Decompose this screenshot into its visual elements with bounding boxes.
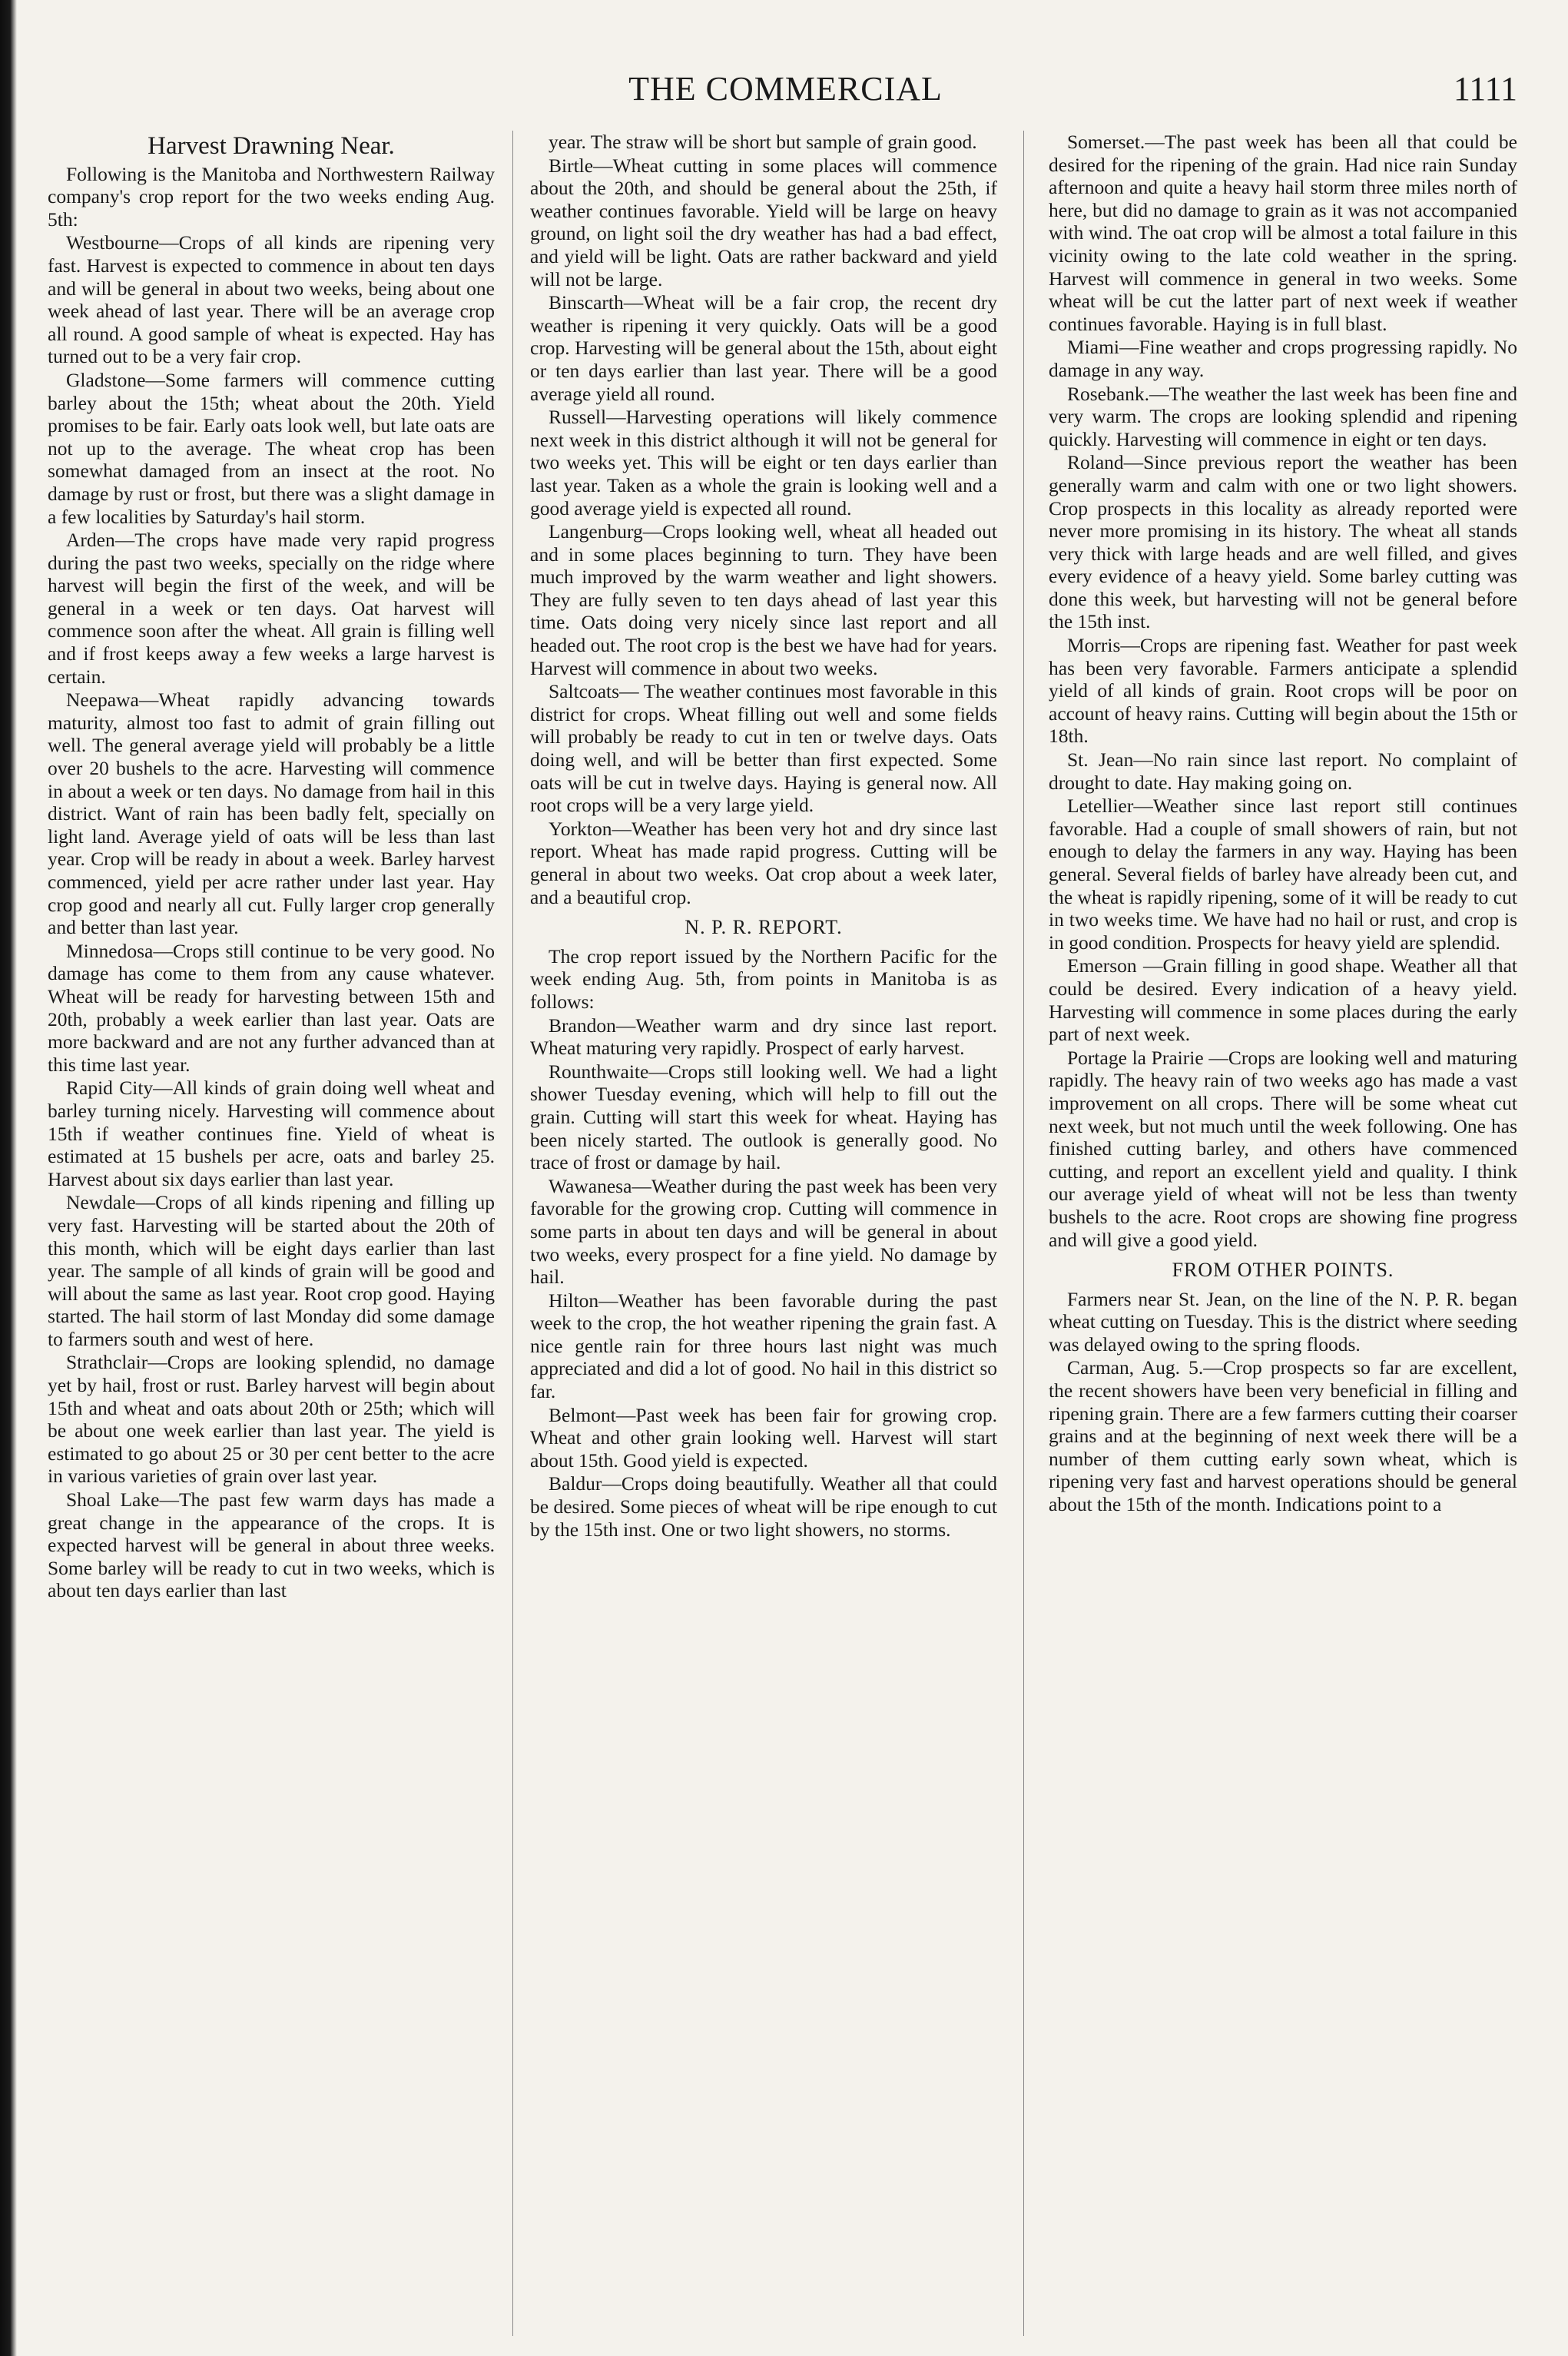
paragraph: Arden—The crops have made very rapid progress during the past two weeks, specially on the ridge where harvest will begin the first of the week, and will be general in a week or ten days. Oat harvest will commence soon after the wheat. All grain is filling well and if frost keeps away a few weeks a large harvest is certain. bbox=[48, 529, 495, 688]
paragraph: Letellier—Weather since last report still continues favorable. Had a couple of small showers of rain, but not enough to delay the farmers in any way. Haying has been general. Several fields of barley have already been cut, and the wheat is rapidly ripening, some of it will be ready to cut in two weeks time. We have had no hail or rust, and crop is in good condition. Prospects for heavy yield are splendid. bbox=[1049, 795, 1517, 954]
paragraph: Wawanesa—Weather during the past week has been very favorable for the growing crop. Cutting will commence in some parts in about ten days and will be general in about two weeks, every prospect for a fine yield. No damage by hail. bbox=[530, 1174, 997, 1289]
paragraph: Russell—Harvesting operations will likely commence next week in this district although it will not be general for two weeks yet. This will be eight or ten days earlier than last year. Taken as a whole the grain is looking well and a good average yield is expected all round. bbox=[530, 406, 997, 519]
paragraph: Somerset.—The past week has been all that could be desired for the ripening of the grain. Had nice rain Sunday afternoon and quite a heavy hail storm three miles north of here, but did no damage to grain as it was not accompanied with wind. The oat crop will be almost a total failure in this vicinity owing to the late cold weather in the spring. Harvest will commence in general in two weeks. Some wheat will be cut the latter part of next week if weather continues favorable. Haying is in full blast. bbox=[1049, 131, 1517, 335]
section-heading-npr-report: N. P. R. REPORT. bbox=[685, 916, 843, 939]
paragraph: Belmont—Past week has been fair for growing crop. Wheat and other grain looking well. Harvest will start about 15th. Good yield is expected. bbox=[530, 1403, 997, 1472]
paragraph: Neepawa—Wheat rapidly advancing towards maturity, almost too fast to admit of grain filling out well. The general average yield will probably be a little over 20 bushels to the acre. Harvesting will commence in about a week or ten days. No damage from hail in this district. Want of rain has been badly felt, specially on light land. Average yield of oats will be less than last year. Crop will be ready in about a week. Barley harvest commenced, yield per acre rather under last year. Hay crop good and nearly all cut. Fully larger crop generally and better than last year. bbox=[48, 689, 495, 939]
page-header bbox=[54, 69, 1517, 115]
paragraph: Westbourne—Crops of all kinds are ripening very fast. Harvest is expected to commence in about ten days and will be general in about two weeks, being about one week ahead of last year. There will be an average crop all round. A good sample of wheat is expected. Hay has turned out to be a very fair crop. bbox=[48, 231, 495, 368]
paragraph: Farmers near St. Jean, on the line of the N. P. R. began wheat cutting on Tuesday. This is the district where seeding was delayed owing to the spring floods. bbox=[1049, 1287, 1517, 1356]
paragraph: Gladstone—Some farmers will commence cutting barley about the 15th; wheat about the 20th. Yield promises to be fair. Early oats look well, but late oats are not up to the average. The wheat crop has been somewhat damaged from an insect at the root. No damage by rust or frost, but there was a slight damage in a few localities by Saturday's hail storm. bbox=[48, 368, 495, 528]
publication-title: THE COMMERCIAL bbox=[628, 70, 943, 108]
article-body bbox=[1049, 131, 1517, 1251]
paragraph: Roland—Since previous report the weather has been generally warm and calm with one or two light showers. Crop prospects in this locality as already reported were never more promising in its history. The wheat all stands very thick with large heads and are well filled, and gives every evidence of a heavy yield. Some barley cutting was done this week, but harvesting will not be general before the 15th inst. bbox=[1049, 451, 1517, 633]
article-body bbox=[48, 163, 495, 1602]
column-2 bbox=[530, 131, 997, 2344]
paragraph: Baldur—Crops doing beautifully. Weather all that could be desired. Some pieces of wheat will be ripe enough to cut by the 15th inst. One or two light showers, no storms. bbox=[530, 1472, 997, 1541]
paragraph: St. Jean—No rain since last report. No complaint of drought to date. Hay making going on. bbox=[1049, 748, 1517, 794]
article-body bbox=[1049, 1288, 1517, 1516]
page-number: 1111 bbox=[1453, 70, 1517, 108]
paragraph: Brandon—Weather warm and dry since last report. Wheat maturing very rapidly. Prospect of early harvest. bbox=[530, 1014, 997, 1060]
paragraph: Miami—Fine weather and crops progressing rapidly. No damage in any way. bbox=[1049, 336, 1517, 381]
paragraph: Emerson —Grain filling in good shape. Weather all that could be desired. Every indication of a heavy yield. Harvesting will commence in some places during the early part of next week. bbox=[1049, 954, 1517, 1046]
paragraph: Newdale—Crops of all kinds ripening and filling up very fast. Harvesting will be started about the 20th of this month, which will be eight days earlier than last year. The sample of all kinds of grain will be good and will about the same as last year. Root crop good. Haying started. The hail storm of last Monday did some damage to farmers south and west of here. bbox=[48, 1191, 495, 1350]
paragraph: year. The straw will be short but sample of grain good. bbox=[549, 131, 977, 153]
paragraph: Binscarth—Wheat will be a fair crop, the recent dry weather is ripening it very quickly. Oats will be a good crop. Harvesting will be general about the 15th, about eight or ten days earlier than last year. There will be a good average yield all round. bbox=[530, 291, 997, 405]
article-body bbox=[530, 131, 997, 908]
page-binding-edge bbox=[0, 0, 17, 2356]
paragraph: Saltcoats— The weather continues most favorable in this district for crops. Wheat filling out well and some fields will probably be ready to cut in ten or twelve days. Oats doing well, and will be better than first expected. Some oats will be cut in twelve days. Haying is general now. All root crops will be a very large yield. bbox=[530, 680, 997, 817]
paragraph: Shoal Lake—The past few warm days has made a great change in the appearance of the crops. It is expected harvest will be general in about three weeks. Some barley will be ready to cut in two weeks, which is about ten days earlier than last bbox=[48, 1488, 495, 1602]
paragraph: Rounthwaite—Crops still looking well. We had a light shower Tuesday evening, which will help to fill out the grain. Cutting will start this week for wheat. Haying has been nicely started. The outlook is generally good. No trace of frost or damage by hail. bbox=[530, 1060, 997, 1174]
paragraph: Langenburg—Crops looking well, wheat all headed out and in some places beginning to turn. They have been much improved by the warm weather and light showers. They are fully seven to ten days ahead of last year this time. Oats doing very nicely since last report and all headed out. The root crop is the best we have had for years. Harvest will commence in about two weeks. bbox=[530, 520, 997, 679]
paragraph: Yorkton—Weather has been very hot and dry since last report. Wheat has made rapid progress. Cutting will be general in about two weeks. Oat crop about a week later, and a beautiful crop. bbox=[530, 817, 997, 908]
paragraph: Rosebank.—The weather the last week has been fine and very warm. The crops are looking splendid and ripening quickly. Harvesting will commence in eight or ten days. bbox=[1049, 382, 1517, 450]
paragraph: Morris—Crops are ripening fast. Weather for past week has been very favorable. Farmers anticipate a splendid yield of all kinds of grain. Root crops will be poor on account of heavy rains. Cutting will begin about the 15th or 18th. bbox=[1049, 634, 1517, 748]
paragraph: The crop report issued by the Northern Pacific for the week ending Aug. 5th, from points in Manitoba is as follows: bbox=[530, 944, 997, 1013]
paragraph: Rapid City—All kinds of grain doing well wheat and barley turning nicely. Harvesting will commence about 15th if weather continues fine. Yield of wheat is estimated at 15 bushels per acre, oats and barley 25. Harvest about six days earlier than last year. bbox=[48, 1077, 495, 1190]
article-heading: Harvest Drawning Near. bbox=[148, 132, 395, 160]
paragraph: Following is the Manitoba and Northwestern Railway company's crop report for the two weeks ending Aug. 5th: bbox=[48, 162, 495, 231]
paragraph: Birtle—Wheat cutting in some places will commence about the 20th, and should be general about the 25th, if weather continues favorable. Yield will be large on heavy ground, on light soil the dry weather has had a bad effect, and yield will be light. Oats are rather backward and yield will not be large. bbox=[530, 154, 997, 290]
column-3 bbox=[1049, 131, 1517, 2344]
paragraph: Portage la Prairie —Crops are looking well and maturing rapidly. The heavy rain of two weeks ago has made a vast improvement on all crops. There will be some wheat cut next week, but not much until the week following. One has finished cutting barley, and others have commenced cutting, and report an excellent yield and quality. I think our average yield of wheat will not be less than twenty bushels to the acre. Root crops are showing fine progress and will give a good yield. bbox=[1049, 1046, 1517, 1251]
paragraph: Hilton—Weather has been favorable during the past week to the crop, the hot weather ripening the grain fast. A nice gentle rain for three hours last night was much appreciated and did a lot of good. No hail in this district so far. bbox=[530, 1289, 997, 1403]
section-heading-other-points: FROM OTHER POINTS. bbox=[1172, 1259, 1394, 1282]
paragraph: Strathclair—Crops are looking splendid, no damage yet by hail, frost or rust. Barley harvest will begin about 15th and wheat and oats about 20th or 25th; which will be about one week earlier than last year. The yield is estimated to go about 25 or 30 per cent better to the acre in various varieties of grain over last year. bbox=[48, 1351, 495, 1488]
paragraph: Minnedosa—Crops still continue to be very good. No damage has come to them from any cause whatever. Wheat will be ready for harvesting between 15th and 20th, probably a week earlier than last year. Oats are more backward and are not any further advanced than at this time last year. bbox=[48, 939, 495, 1076]
column-rule bbox=[1023, 131, 1024, 2336]
paragraph: Carman, Aug. 5.—Crop prospects so far are excellent, the recent showers have been very beneficial in filling and ripening grain. There are a few farmers cutting their coarser grains and at the beginning of next week there will be a number of them cutting early sown wheat, which is ripening very fast and harvest operations should be general about the 15th of the month. Indications point to a bbox=[1049, 1356, 1517, 1516]
article-body bbox=[530, 945, 997, 1541]
column-rule bbox=[512, 131, 513, 2336]
column-1 bbox=[48, 131, 495, 2344]
